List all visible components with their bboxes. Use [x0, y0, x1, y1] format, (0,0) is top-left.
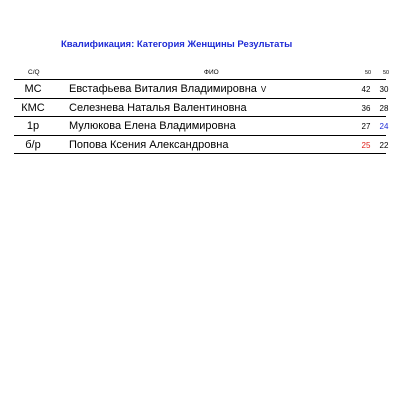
athlete-name: Попова Ксения Александровна: [69, 138, 229, 151]
cell-cq: КМС: [21, 101, 45, 114]
page-title: Квалификация: Категория Женщины Результаты: [61, 39, 293, 50]
cell-fio: [69, 83, 266, 95]
cell-fio: [69, 139, 232, 151]
cell-score-1: 36: [361, 103, 371, 113]
cell-cq: 1р: [26, 120, 40, 132]
table-row: [14, 117, 389, 136]
header-series-2: 50: [383, 70, 390, 76]
cell-score-1: 42: [361, 85, 371, 94]
athlete-name: Мулюкова Елена Владимировна: [69, 120, 236, 132]
cell-fio: [69, 102, 251, 114]
cell-score-2: 22: [379, 140, 389, 150]
results-table: [14, 68, 390, 154]
athlete-name: Евстафьева Виталия Владимировна: [69, 83, 257, 95]
cell-cq: б/р: [25, 138, 41, 151]
table-header: [14, 68, 390, 80]
header-cq: С/Q: [28, 69, 40, 76]
cell-score-2: 28: [379, 103, 389, 113]
table-row: [14, 136, 389, 155]
table-row: [14, 80, 389, 99]
qualified-mark: V: [260, 85, 267, 94]
cell-cq: МС: [24, 83, 42, 95]
cell-score-1: 25: [361, 140, 371, 150]
cell-score-1: 27: [361, 122, 371, 131]
table-row: [14, 99, 389, 118]
cell-score-2: 24: [379, 122, 389, 131]
cell-score-2: 30: [379, 85, 389, 94]
athlete-name: Селезнева Наталья Валентиновна: [69, 101, 247, 114]
header-series-1: 50: [365, 70, 372, 76]
header-fio: ФИО: [204, 69, 219, 76]
cell-fio: [69, 120, 240, 132]
